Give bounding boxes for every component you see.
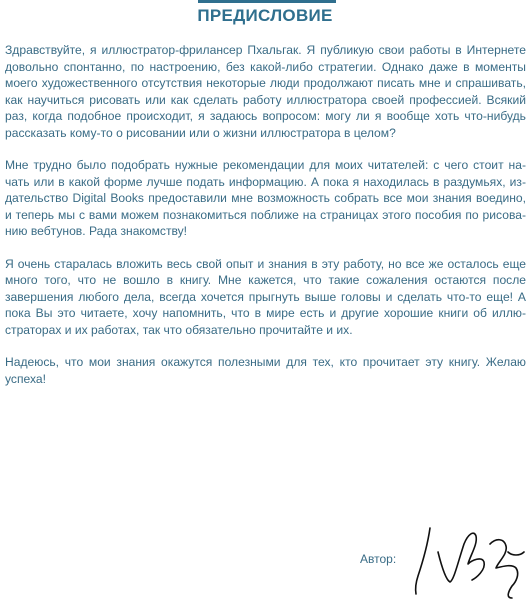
paragraph-4: Надеюсь, что мои знания окажутся полезными для тех, кто прочитает эту книгу. Желаю успеха! (5, 355, 526, 386)
page-title: ПРЕДИСЛОВИЕ (197, 6, 333, 25)
author-signature-block (360, 520, 530, 600)
handwritten-signature-icon (412, 522, 530, 600)
signature-label: Автор: (360, 552, 397, 566)
paragraph-3: Я очень старалась вложить весь свой опыт и знания в эту работу, но все же осталось еще много того, что не вошло в книгу. Мне кажется, что такие сожаления остаются после завершения любого дела, всегда хочется прыгнуть выше головы и сделать что-то еще! А пока Вы это читаете, хочу напомнить, что в мире есть и другие хорошие книги об иллюстраторах и их работах, так что обязательно прочитайте и их. (5, 256, 526, 337)
paragraph-1: Здравствуйте, я иллюстратор-фрилансер Пхальгак. Я публикую свои работы в Интернете довольно спонтанно, по настроению, без какой-либо стратегии. Однако даже в моменты моего художественного отсутствия некоторые люди продолжают писать мне и спрашивать, как научиться рисовать или как сделать работу иллюстратора своей профессией. Всякий раз, когда подобное происходит, я задаюсь вопросом: могу ли я вообще хоть что-нибудь рассказать кому-то о рисовании или о жизни иллюстратора в целом? (5, 43, 526, 140)
heading-top-rule (198, 0, 336, 3)
paragraph-2: Мне трудно было подобрать нужные рекомендации для моих читателей: с чего стоит начать или в какой форме лучше подать информацию. А пока я находилась в раздумьях, издательство Digital Books предоставили мне возможность собрать все мои знания воедино, и теперь мы с вами можем познакомиться поближе на страницах этого пособия по рисованию вебтунов. Рада знакомству! (5, 158, 526, 238)
preface-body (5, 42, 526, 403)
